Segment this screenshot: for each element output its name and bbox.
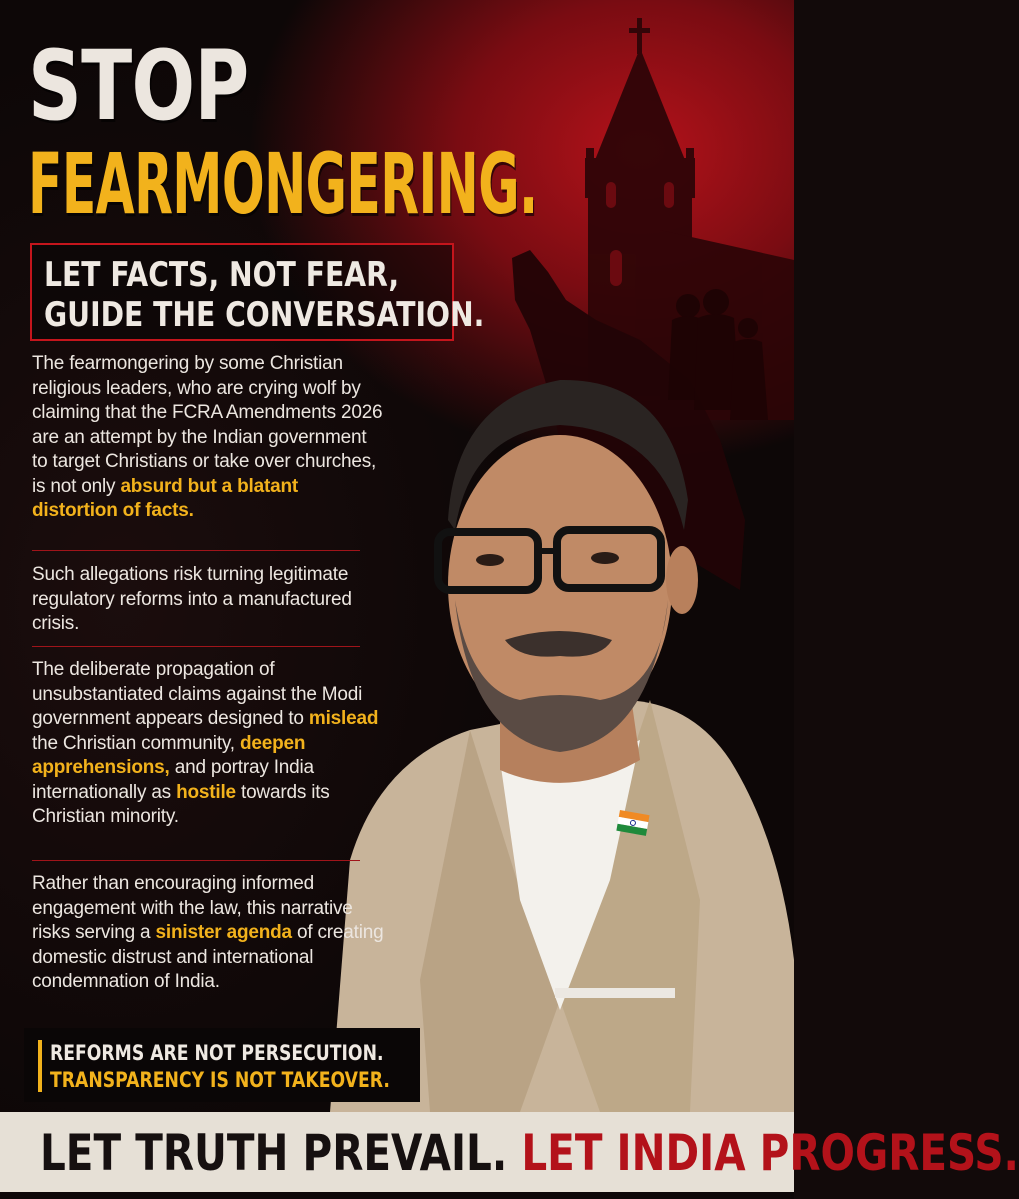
headline-stop: STOP [28, 30, 249, 142]
banner-text [40, 1124, 1019, 1182]
paragraph-2-text: Such allegations risk turning legitimate regulatory reforms into a manufactured crisis. [32, 564, 352, 634]
paragraph-1 [32, 352, 384, 524]
paragraph-1-highlight: absurd but a blatant distortion of facts. [32, 475, 299, 521]
banner-text-part-1: LET TRUTH PREVAIL. [40, 1124, 522, 1182]
paragraph-2 [32, 563, 384, 637]
slogan-accent-bar [38, 1040, 42, 1092]
highlight-deepen-apprehensions: deepen apprehensions, [32, 732, 306, 778]
highlight-mislead: mislead [308, 708, 379, 729]
paragraph-1-text: The fearmongering by some Christian religious leaders, who are crying wolf by claiming that the FCRA Amendments 2026 are an attempt by the Indian government to target Christians or take over churches, is not only [32, 353, 383, 497]
paragraph-4-text-b: of creating domestic distrust and international condemnation of India. [32, 922, 384, 992]
paragraph-3-text-d: towards its Christian minority. [32, 781, 330, 827]
highlight-sinister-agenda: sinister agenda [155, 922, 292, 943]
paragraph-3-text-c: and portray India internationally as [32, 757, 314, 803]
paragraph-4-text-a: Rather than encouraging informed engagement with the law, this narrative risks serving a [32, 873, 353, 943]
slogan-line-2: TRANSPARENCY IS NOT TAKEOVER. [50, 1068, 390, 1092]
divider [32, 550, 360, 551]
paragraph-3-text-b: the Christian community, [32, 732, 240, 754]
highlight-hostile: hostile [176, 781, 236, 803]
subhead-line-1: LET FACTS, NOT FEAR, [44, 255, 400, 295]
banner-text-part-2: LET INDIA PROGRESS. [521, 1124, 1019, 1182]
headline-fearmongering: FEARMONGERING. [28, 135, 538, 233]
divider [32, 860, 360, 861]
subhead-box [30, 243, 485, 341]
paragraph-4 [32, 872, 384, 995]
paragraph-3 [32, 658, 384, 830]
divider [32, 646, 360, 647]
paragraph-3-text-a: The deliberate propagation of unsubstantiated claims against the Modi government appears designed to [32, 659, 363, 729]
slogan-line-1: REFORMS ARE NOT PERSECUTION. [50, 1041, 384, 1065]
subhead-line-2: GUIDE THE CONVERSATION. [44, 295, 485, 335]
